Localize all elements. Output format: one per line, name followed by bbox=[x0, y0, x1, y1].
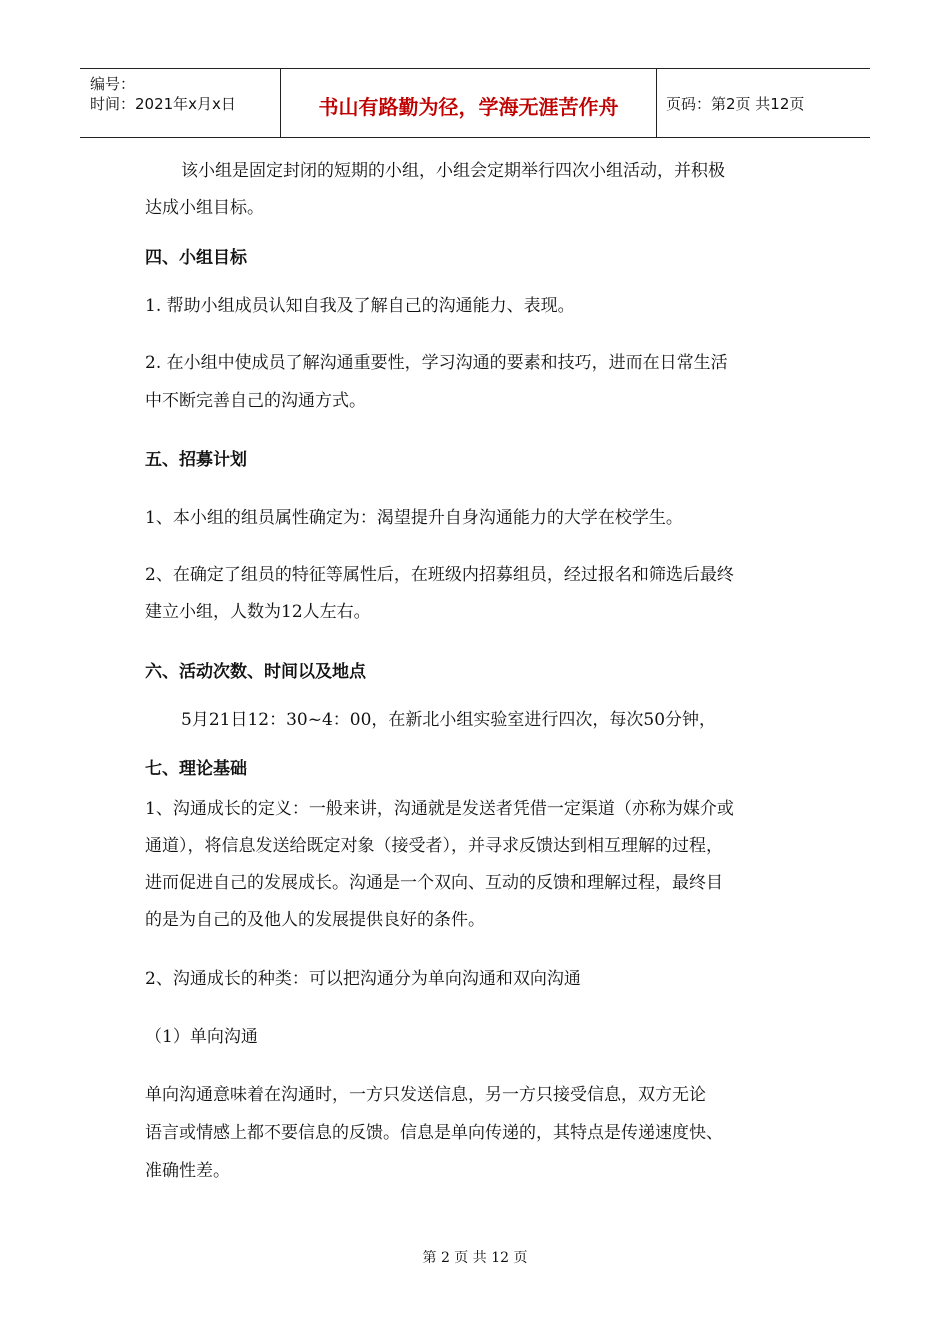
paragraph-recruitment-2-line: 2、在确定了组员的特征等属性后，在班级内招募组员，经过报名和筛选后最终 bbox=[145, 565, 734, 585]
section-heading-theory: 七、理论基础 bbox=[145, 759, 247, 779]
header-page-info: 页码：第2页 共12页 bbox=[666, 95, 805, 113]
paragraph-one-way-line: 准确性差。 bbox=[145, 1161, 230, 1181]
header-page-cell bbox=[656, 69, 870, 137]
section-heading-goals: 四、小组目标 bbox=[145, 248, 247, 268]
paragraph-theory-1-line: 的是为自己的及他人的发展提供良好的条件。 bbox=[145, 910, 485, 930]
paragraph-recruitment-1: 1、本小组的组员属性确定为：渴望提升自身沟通能力的大学在校学生。 bbox=[145, 508, 683, 528]
paragraph-goal-1: 1. 帮助小组成员认知自我及了解自己的沟通能力、表现。 bbox=[145, 296, 575, 316]
paragraph-one-way-line: 单向沟通意味着在沟通时，一方只发送信息，另一方只接受信息，双方无论 bbox=[145, 1085, 706, 1105]
subheading-one-way-communication: （1）单向沟通 bbox=[145, 1027, 258, 1047]
section-heading-recruitment: 五、招募计划 bbox=[145, 450, 247, 470]
document-number-label: 编号： bbox=[90, 75, 136, 93]
header-motto-cell bbox=[280, 69, 657, 137]
paragraph-schedule: 5月21日12：30~4：00，在新北小组实验室进行四次，每次50分钟， bbox=[181, 710, 717, 730]
section-heading-schedule: 六、活动次数、时间以及地点 bbox=[145, 662, 366, 682]
paragraph-intro-line: 该小组是固定封闭的短期的小组，小组会定期举行四次小组活动，并积极 bbox=[181, 161, 725, 181]
paragraph-theory-1-line: 进而促进自己的发展成长。沟通是一个双向、互动的反馈和理解过程，最终目 bbox=[145, 873, 723, 893]
paragraph-recruitment-2-line: 建立小组，人数为12人左右。 bbox=[145, 602, 371, 622]
paragraph-theory-2: 2、沟通成长的种类：可以把沟通分为单向沟通和双向沟通 bbox=[145, 969, 581, 989]
document-date-label: 时间：2021年x月x日 bbox=[90, 95, 236, 113]
page-header bbox=[80, 68, 870, 138]
paragraph-goal-2-line: 2. 在小组中使成员了解沟通重要性，学习沟通的要素和技巧，进而在日常生活 bbox=[145, 353, 728, 373]
paragraph-theory-1-line: 1、沟通成长的定义：一般来讲，沟通就是发送者凭借一定渠道（亦称为媒介或 bbox=[145, 799, 734, 819]
page-footer: 第 2 页 共 12 页 bbox=[422, 1250, 528, 1266]
paragraph-goal-2-line: 中不断完善自己的沟通方式。 bbox=[145, 391, 366, 411]
paragraph-intro-line: 达成小组目标。 bbox=[145, 198, 264, 218]
header-motto: 书山有路勤为径，学海无涯苦作舟 bbox=[318, 95, 619, 119]
header-info-cell bbox=[80, 69, 280, 137]
paragraph-one-way-line: 语言或情感上都不要信息的反馈。信息是单向传递的，其特点是传递速度快、 bbox=[145, 1123, 723, 1143]
paragraph-theory-1-line: 通道），将信息发送给既定对象（接受者），并寻求反馈达到相互理解的过程， bbox=[145, 836, 723, 856]
